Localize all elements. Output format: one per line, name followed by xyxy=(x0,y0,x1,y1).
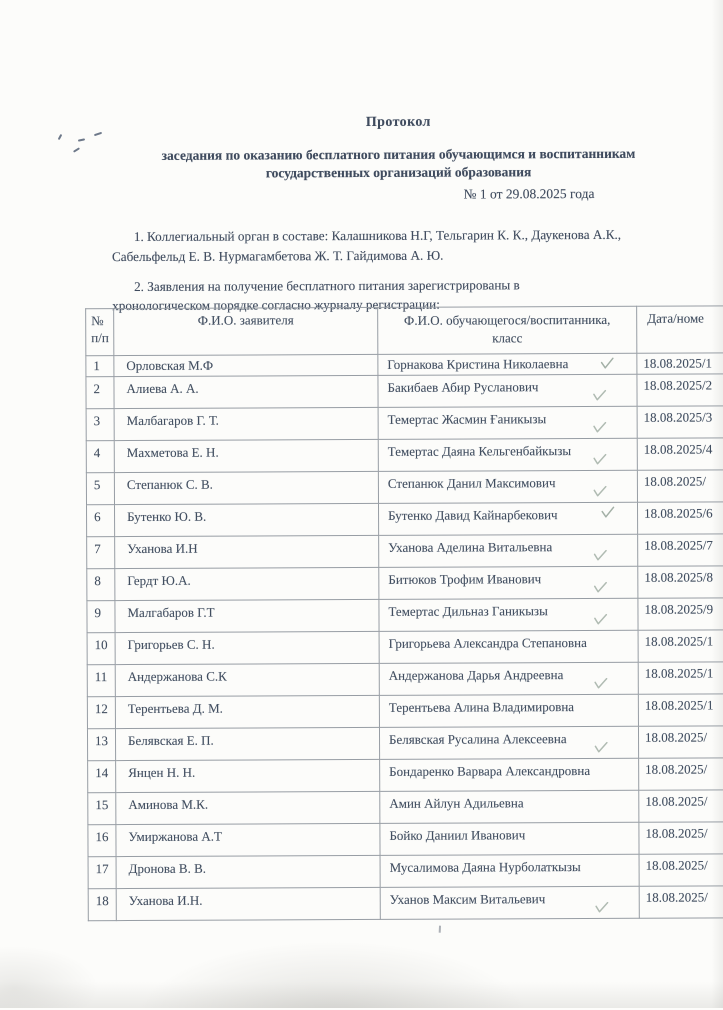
table-row xyxy=(87,502,723,537)
date-number: 18.08.2025/7 xyxy=(638,534,723,567)
student-name: Бутенко Давид Кайнарбекович xyxy=(388,507,558,523)
date-number: 18.08.2025/ xyxy=(639,758,723,791)
table-row xyxy=(86,374,723,409)
date-number: 18.08.2025/ xyxy=(639,822,723,855)
records-tbody xyxy=(86,353,723,921)
stray-pen-tick xyxy=(439,926,441,933)
paragraph2-line2: хронологическом порядке согласно журналу регистрации: xyxy=(112,296,440,314)
row-number: 8 xyxy=(87,569,115,601)
row-number: 12 xyxy=(87,697,115,729)
row-number: 11 xyxy=(87,665,115,697)
table-row xyxy=(86,406,723,441)
student-name: Уханова Аделина Витальевна xyxy=(388,539,553,555)
paragraph2-line1: 2. Заявления на получение бесплатного питания зарегистрированы в xyxy=(134,277,520,294)
date-number: 18.08.2025/9 xyxy=(638,598,723,631)
row-number: 9 xyxy=(87,601,115,633)
student-name: Темертас Дильназ Ганикызы xyxy=(388,603,548,619)
row-number: 7 xyxy=(87,537,115,569)
document-title: Протокол xyxy=(365,114,431,130)
date-number: 18.08.2025/4 xyxy=(637,438,723,471)
student-name: Терентьева Алина Владимировна xyxy=(388,699,575,715)
row-number: 4 xyxy=(86,441,114,473)
date-number: 18.08.2025/ xyxy=(639,790,723,823)
header-date-column: Дата/номе xyxy=(637,306,723,354)
student-name: Бойко Даниил Иванович xyxy=(389,827,526,843)
applicant-name: Умиржанова А.Т xyxy=(116,823,380,856)
student-name: Степанюк Данил Максимович xyxy=(387,475,556,491)
applicant-name: Гердт Ю.А. xyxy=(115,567,379,600)
student-name: Андержанова Дарья Андреевна xyxy=(388,667,564,683)
table-row xyxy=(87,630,723,665)
applicant-name: Дронова В. В. xyxy=(116,855,380,888)
date-number: 18.08.2025/ xyxy=(639,854,723,887)
applicant-name: Янцен Н. Н. xyxy=(116,759,380,792)
table-row xyxy=(88,790,723,825)
checkmark-icon xyxy=(592,740,609,759)
date-number: 18.08.2025/ xyxy=(639,886,723,919)
checkmark-icon xyxy=(591,580,608,599)
row-number: 6 xyxy=(87,505,115,537)
applicant-name: Бутенко Ю. В. xyxy=(115,503,379,536)
table-row xyxy=(86,353,723,377)
applicant-name: Григорьев С. Н. xyxy=(115,631,379,664)
header-number-line2: п/п xyxy=(91,330,109,346)
checkmark-icon xyxy=(592,676,609,695)
checkmark-icon xyxy=(591,548,608,567)
checkmark-icon xyxy=(591,388,608,407)
table-row xyxy=(87,694,723,729)
header-number-column xyxy=(86,309,114,356)
checkmark-icon xyxy=(591,420,608,439)
protocol-number-date: № 1 от 29.08.2025 года xyxy=(463,185,595,202)
student-name: Темертас Даяна Кельгенбайкызы xyxy=(387,443,572,459)
checkmark-icon xyxy=(592,612,609,631)
table-row xyxy=(87,598,723,633)
checkmark-icon xyxy=(593,900,610,919)
student-name: Амин Айлун Адильевна xyxy=(389,795,524,811)
row-number: 18 xyxy=(88,889,116,921)
date-number: 18.08.2025/3 xyxy=(637,406,723,439)
student-name: Уханов Максим Витальевич xyxy=(389,891,546,907)
applicant-name: Алиева А. А. xyxy=(114,375,378,408)
document-subtitle-line1: заседания по оказанию бесплатного питания обучающимся и воспитанникам xyxy=(161,145,636,163)
table-row xyxy=(87,662,723,697)
applicant-name: Терентьева Д. М. xyxy=(115,695,379,728)
header-student-column xyxy=(378,306,637,354)
table-row xyxy=(87,534,723,569)
applicant-name: Андержанова С.К xyxy=(115,663,379,696)
row-number: 3 xyxy=(86,409,114,441)
row-number: 14 xyxy=(88,761,116,793)
date-number: 18.08.2025/1 xyxy=(638,630,723,663)
row-number: 15 xyxy=(88,793,116,825)
table-row xyxy=(88,886,723,921)
student-name: Мусалимова Даяна Нурболаткызы xyxy=(389,859,581,875)
applicant-name: Белявская Е. П. xyxy=(115,727,379,760)
table-row xyxy=(87,726,723,761)
header-applicant-column: Ф.И.О. заявителя xyxy=(114,307,378,355)
applicant-name: Махметова Е. Н. xyxy=(114,439,378,472)
student-name: Бондаренко Варвара Александровна xyxy=(389,763,591,779)
applicant-name: Малгабаров Г.Т xyxy=(115,599,379,632)
student-name: Битюков Трофим Иванович xyxy=(388,571,542,587)
student-name: Белявская Русалина Алексеевна xyxy=(388,731,567,747)
row-number: 13 xyxy=(87,729,115,761)
date-number: 18.08.2025/ xyxy=(638,726,723,759)
student-name: Горнакова Кристина Николаевна xyxy=(387,356,569,372)
checkmark-icon xyxy=(600,505,616,523)
student-name: Григорьева Александра Степановна xyxy=(388,635,587,651)
row-number: 1 xyxy=(86,356,114,377)
table-header xyxy=(86,306,723,356)
applicant-name: Степанюк С. В. xyxy=(114,471,378,504)
header-number-line1: № xyxy=(91,313,104,329)
applicant-name: Орловская М.Ф xyxy=(114,354,378,376)
date-number: 18.08.2025/6 xyxy=(637,502,723,535)
table-row xyxy=(88,822,723,857)
checkmark-icon xyxy=(591,452,608,471)
row-number: 10 xyxy=(87,633,115,665)
table-row xyxy=(87,566,723,601)
table-row xyxy=(86,438,723,473)
date-number: 18.08.2025/1 xyxy=(638,662,723,695)
applicant-name: Аминова М.К. xyxy=(116,791,380,824)
row-number: 17 xyxy=(88,857,116,889)
table-row xyxy=(88,854,723,889)
paragraph1-line2: Сабельфельд Е. В. Нурмагамбетова Ж. Т. Гайдимова А. Ю. xyxy=(111,247,444,265)
date-number: 18.08.2025/2 xyxy=(637,374,723,407)
table-row xyxy=(88,758,723,793)
applicant-name: Малбагаров Г. Т. xyxy=(114,407,378,440)
date-number: 18.08.2025/ xyxy=(637,470,723,503)
row-number: 16 xyxy=(88,825,116,857)
applicant-name: Уханова И.Н. xyxy=(116,887,380,920)
row-number: 5 xyxy=(86,473,114,505)
table-row xyxy=(86,470,723,505)
header-student-line2: класс xyxy=(492,330,523,346)
registration-table xyxy=(85,305,723,921)
row-number: 2 xyxy=(86,377,114,409)
checkmark-icon xyxy=(599,356,615,374)
applicant-name: Уханова И.Н xyxy=(115,535,379,568)
paragraph1-line1: 1. Коллегиальный орган в составе: Калашникова Н.Г, Тельгарин К. К., Даукенова А.К., xyxy=(133,226,622,244)
student-name: Темертас Жасмин Ғаникызы xyxy=(387,411,547,427)
date-number: 18.08.2025/1 xyxy=(637,353,723,375)
date-number: 18.08.2025/8 xyxy=(638,566,723,599)
student-name: Бакибаев Абир Русланович xyxy=(387,379,539,395)
document-subtitle-line2: государственных организаций образования xyxy=(265,164,532,181)
header-student-line1: Ф.И.О. обучающегося/воспитанника, xyxy=(403,311,611,328)
date-number: 18.08.2025/1 xyxy=(638,694,723,727)
checkmark-icon xyxy=(591,484,608,503)
